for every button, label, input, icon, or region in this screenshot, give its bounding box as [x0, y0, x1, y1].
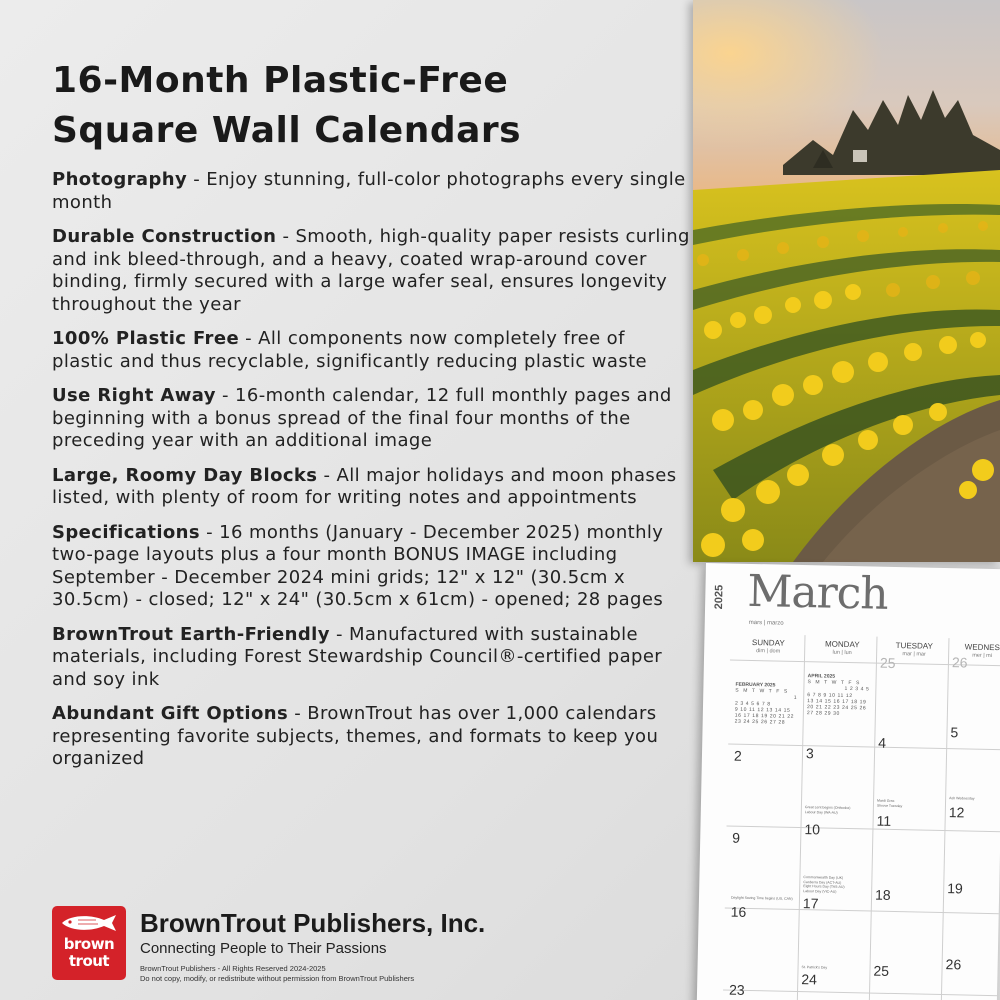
feature-text: - 16-month calendar, 12 full monthly pages and beginning with a bonus spread of the final four months of the preceding year with an additional image	[52, 385, 672, 451]
day-header-monday: MONDAY lun | lun	[824, 639, 860, 657]
product-description	[52, 56, 692, 783]
calendar-year: 2025	[713, 584, 726, 610]
holiday-note: Ash Wednesday	[949, 796, 975, 801]
feature-text: - Manufactured with sustainable materials, including Forest Stewardship Council®-certified paper and soy ink	[52, 623, 663, 690]
holiday-note: Daylight Saving Time begins (US, CAN)	[730, 895, 793, 901]
feature-durable-construction	[52, 226, 692, 316]
feature-title: 100% Plastic Free	[52, 328, 240, 349]
day-header-wednesday: WEDNES mer | mi	[964, 642, 1000, 660]
feature-title: Durable Construction	[52, 226, 277, 247]
feature-text: - Enjoy stunning, full-color photographs every single month	[52, 169, 686, 213]
headline	[52, 56, 692, 156]
feature-gift-options	[52, 703, 692, 771]
holiday-note: St. Patrick's Day	[801, 965, 828, 970]
date-cell: 3	[805, 745, 815, 762]
logo-word-brown: brown	[63, 935, 115, 953]
feature-text: - All major holidays and moon phases listed, with plenty of room for writing notes and appointments	[52, 464, 677, 508]
date-cell: 18	[874, 886, 891, 903]
calendar-month-title: March	[746, 565, 889, 620]
grid-line	[726, 825, 1000, 832]
feature-plastic-free	[52, 328, 692, 373]
feature-title: Specifications	[52, 521, 200, 543]
feature-text: - BrownTrout has over 1,000 calendars representing favorite subjects, themes, and formats to keep you organized	[52, 703, 659, 769]
mini-calendar-april: APRIL 2025 S M T W T F S 1 2 3 4 5 6 7 8 9 10 11 12 13 14 15 16 17 18 19 20 21 22 23 24 25 26 27 28 29 30	[806, 673, 870, 718]
calendar-month-alt: mars | marzo	[748, 619, 784, 627]
feature-specifications	[52, 522, 692, 612]
legal-notice-line-2: Do not copy, modify, or redistribute without permission from BrownTrout Publishers	[140, 974, 415, 983]
feature-title: Abundant Gift Options	[52, 703, 289, 724]
feature-earth-friendly	[52, 624, 692, 692]
date-cell: 16	[730, 903, 747, 920]
day-header-sunday: SUNDAY dim | dom	[751, 637, 785, 655]
headline-line-1: 16-Month Plastic-Free	[52, 60, 509, 101]
headline-line-2: Square Wall Calendars	[52, 110, 522, 151]
date-cell: 2	[733, 747, 742, 764]
legal-notice-line-1: BrownTrout Publishers - All Rights Reserved 2024-2025	[140, 964, 326, 973]
feature-list	[52, 169, 692, 771]
holiday-note: Commonwealth Day (UK) Canberra Day (ACT-AU) Eight Hours Day (TAS-AU) Labour Day (VIC-AU)	[803, 875, 845, 894]
feature-title: Large, Roomy Day Blocks	[52, 464, 318, 486]
feature-title: Use Right Away	[52, 385, 216, 406]
date-cell: 26	[945, 956, 962, 973]
mini-calendar-february: FEBRUARY 2025 S M T W T F S 1 2 3 4 5 6 7 8 9 10 11 12 13 14 15 16 17 18 19 20 21 22 23 24 25 26 27 28	[734, 681, 798, 726]
date-cell: 9	[732, 829, 741, 846]
feature-text: - Smooth, high-quality paper resists curling and ink bleed-through, and a heavy, coated wrap-around cover binding, firmly secured with a large wafer seal, ensures longevity throughout the year	[52, 226, 690, 315]
feature-text: - 16 months (January - December 2025) monthly two-page layouts plus a four month BONUS IMAGE including September - December 2024 mini grids; 12" x 12" (30.5cm x 30.5cm) - closed; 12" x 24" (30.5cm x 61cm) - opened; 28 pages	[52, 521, 664, 610]
date-cell: 24	[801, 971, 818, 988]
feature-title: Photography	[52, 169, 188, 190]
feature-day-blocks	[52, 465, 692, 510]
trout-icon	[60, 912, 118, 934]
grid-line	[728, 744, 1000, 751]
holiday-note: Great Lent begins (Orthodox) Labour Day (WA-AU)	[804, 805, 851, 815]
date-cell: 12	[948, 804, 965, 821]
brand-block	[52, 906, 552, 986]
daffodil-field-photo	[693, 0, 1000, 562]
date-cell: 26	[951, 654, 968, 671]
company-name: BrownTrout Publishers, Inc.	[140, 908, 486, 938]
date-cell: 19	[947, 880, 963, 897]
company-tagline: Connecting People to Their Passions	[140, 940, 387, 957]
feature-text: - All components now completely free of plastic and thus recyclable, significantly reducing plastic waste	[52, 328, 648, 372]
browntrout-logo	[52, 906, 126, 980]
date-cell: 25	[879, 654, 896, 671]
calendar-page-preview	[697, 563, 1000, 1000]
date-cell: 23	[728, 981, 745, 998]
date-cell: 25	[873, 962, 890, 979]
date-cell: 17	[802, 895, 819, 912]
day-header-tuesday: TUESDAY mar | mar	[895, 640, 933, 658]
date-cell: 10	[804, 821, 821, 838]
grid-line	[723, 989, 1000, 996]
feature-photography	[52, 169, 692, 214]
feature-title: BrownTrout Earth-Friendly	[52, 623, 330, 645]
holiday-note: Mardi Gras Shrove Tuesday	[876, 798, 903, 808]
date-cell: 4	[878, 734, 887, 751]
date-cell: 11	[876, 812, 892, 829]
date-cell: 5	[950, 724, 959, 741]
logo-word-trout: trout	[68, 952, 110, 970]
feature-use-right-away	[52, 385, 692, 453]
grid-line	[725, 907, 1000, 914]
